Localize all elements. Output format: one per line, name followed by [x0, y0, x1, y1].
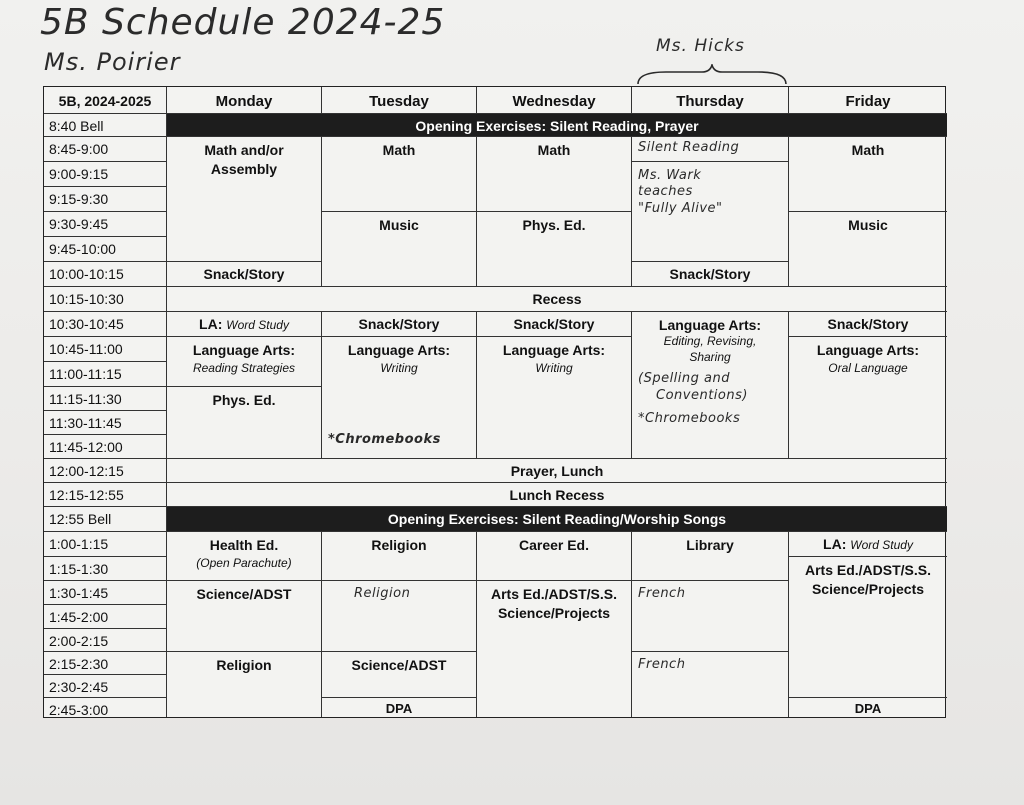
thursday-wark-line1: Ms. Wark: [638, 168, 702, 183]
monday-science-adst: Science/ADST: [167, 581, 322, 652]
day-header-tuesday: Tuesday: [322, 87, 477, 114]
thursday-silent-reading: [632, 137, 789, 162]
opening-exercises-afternoon: Opening Exercises: Silent Reading/Worship Songs: [167, 507, 947, 532]
time-slot: 10:15-10:30: [44, 287, 167, 312]
monday-language-arts: [167, 337, 322, 387]
tuesday-math: Math: [322, 137, 477, 212]
monday-la-word-study: [167, 312, 322, 337]
time-slot: 9:30-9:45: [44, 212, 167, 237]
day-header-thursday: Thursday: [632, 87, 789, 114]
time-slot: 8:40 Bell: [44, 114, 167, 137]
day-header-friday: Friday: [789, 87, 947, 114]
time-slot: 8:45-9:00: [44, 137, 167, 162]
time-slot: 2:30-2:45: [44, 675, 167, 698]
thursday-reading-hw: Silent Reading: [638, 140, 740, 155]
tuesday-snack-story: Snack/Story: [322, 312, 477, 337]
thursday-note-conventions: Conventions): [656, 388, 748, 404]
friday-snack-story: Snack/Story: [789, 312, 947, 337]
friday-arts-label: Arts Ed./ADST/S.S.: [804, 562, 932, 578]
time-slot: 9:00-9:15: [44, 162, 167, 187]
day-header-monday: Monday: [167, 87, 322, 114]
monday-la-word: Word Study: [226, 318, 289, 332]
thursday-wark-line3: "Fully Alive": [638, 200, 723, 216]
friday-arts-science: [789, 557, 947, 698]
friday-la-word-study: [789, 532, 947, 557]
tuesday-lang-label: Language Arts:: [347, 342, 451, 358]
wednesday-arts-label: Arts Ed./ADST/S.S.: [490, 586, 618, 602]
time-slot: 11:30-11:45: [44, 411, 167, 435]
time-slot: 2:00-2:15: [44, 629, 167, 652]
corner-label: 5B, 2024-2025: [44, 87, 167, 114]
wednesday-snack-story: Snack/Story: [477, 312, 632, 337]
time-slot: 10:45-11:00: [44, 337, 167, 362]
thursday-library: Library: [632, 532, 789, 581]
thursday-language-arts: [632, 312, 789, 459]
thursday-note-spelling: (Spelling and: [638, 371, 730, 387]
tuesday-lang-sub: Writing: [380, 360, 418, 375]
thursday-french-hw-1: French: [638, 586, 686, 601]
opening-exercises-morning: Opening Exercises: Silent Reading, Prayer: [167, 114, 947, 137]
tuesday-religion-handwritten: [322, 581, 477, 652]
time-slot: 2:15-2:30: [44, 652, 167, 675]
monday-lang-label: Language Arts:: [192, 342, 296, 358]
monday-health-sub: (Open Parachute): [196, 555, 292, 570]
time-slot: 1:15-1:30: [44, 557, 167, 581]
time-slot: 1:30-1:45: [44, 581, 167, 605]
curly-brace-mark: [636, 64, 788, 86]
wednesday-career-ed: Career Ed.: [477, 532, 632, 581]
teacher-name: Ms. Poirier: [44, 48, 181, 76]
monday-health-ed: [167, 532, 322, 581]
friday-lang-sub: Oral Language: [828, 360, 908, 375]
friday-lang-label: Language Arts:: [816, 342, 920, 358]
time-slot: 1:00-1:15: [44, 532, 167, 557]
tuesday-dpa: DPA: [322, 698, 477, 717]
friday-la-prefix: LA:: [823, 536, 847, 552]
thursday-french-1: [632, 581, 789, 652]
tuesday-language-arts: [322, 337, 477, 459]
monday-lang-sub: Reading Strategies: [192, 360, 296, 375]
wednesday-phys-ed: Phys. Ed.: [477, 212, 632, 287]
schedule-title: 5B Schedule 2024-25: [40, 2, 446, 43]
time-slot: 1:45-2:00: [44, 605, 167, 629]
lunch-recess-row: Lunch Recess: [167, 483, 947, 507]
time-slot: 9:45-10:00: [44, 237, 167, 262]
tuesday-religion: Religion: [322, 532, 477, 581]
monday-assembly-label: Assembly: [210, 160, 278, 177]
day-header-wednesday: Wednesday: [477, 87, 632, 114]
time-slot: 2:45-3:00: [44, 698, 167, 717]
thursday-fully-alive: [632, 162, 789, 262]
time-slot: 12:00-12:15: [44, 459, 167, 483]
wednesday-lang-sub: Writing: [535, 360, 573, 375]
time-slot: 11:15-11:30: [44, 387, 167, 411]
time-slot: 11:45-12:00: [44, 435, 167, 459]
wednesday-math: Math: [477, 137, 632, 212]
time-slot: 10:00-10:15: [44, 262, 167, 287]
friday-language-arts: [789, 337, 947, 459]
monday-math-block: [167, 137, 322, 262]
time-slot: 11:00-11:15: [44, 362, 167, 387]
monday-phys-ed: Phys. Ed.: [167, 387, 322, 459]
tuesday-religion-hw: Religion: [354, 586, 411, 601]
thursday-teacher-note: Ms. Hicks: [656, 36, 745, 56]
prayer-lunch-row: Prayer, Lunch: [167, 459, 947, 483]
thursday-chromebooks-note: *Chromebooks: [638, 411, 741, 427]
wednesday-lang-label: Language Arts:: [502, 342, 606, 358]
monday-snack-story: Snack/Story: [167, 262, 322, 287]
thursday-lang-label: Language Arts:: [658, 317, 762, 333]
monday-religion: Religion: [167, 652, 322, 717]
thursday-french-2: [632, 652, 789, 717]
monday-math-label: Math and/or: [204, 142, 284, 158]
wednesday-projects-label: Science/Projects: [497, 604, 611, 621]
monday-health-label: Health Ed.: [209, 537, 279, 553]
tuesday-chromebooks-note: *Chromebooks: [328, 432, 441, 447]
thursday-french-hw-2: French: [638, 657, 686, 672]
time-slot: 9:15-9:30: [44, 187, 167, 212]
thursday-lang-sub2: Sharing: [689, 349, 731, 364]
monday-la-prefix: LA:: [199, 316, 223, 332]
recess-row: Recess: [167, 287, 947, 312]
friday-projects-label: Science/Projects: [811, 580, 925, 597]
thursday-snack-story: Snack/Story: [632, 262, 789, 287]
wednesday-language-arts: [477, 337, 632, 459]
schedule-table: [43, 86, 946, 718]
friday-dpa: DPA: [854, 701, 882, 716]
thursday-wark-line2: teaches: [638, 184, 693, 200]
tuesday-science-adst: Science/ADST: [322, 652, 477, 698]
tuesday-music: Music: [322, 212, 477, 287]
friday-math: Math: [789, 137, 947, 212]
time-slot: 12:15-12:55: [44, 483, 167, 507]
friday-music: Music: [789, 212, 947, 287]
time-slot: 12:55 Bell: [44, 507, 167, 532]
friday-la-word: Word Study: [850, 538, 913, 552]
thursday-lang-sub1: Editing, Revising,: [663, 334, 757, 349]
time-slot: 10:30-10:45: [44, 312, 167, 337]
wednesday-arts-science: [477, 581, 632, 717]
